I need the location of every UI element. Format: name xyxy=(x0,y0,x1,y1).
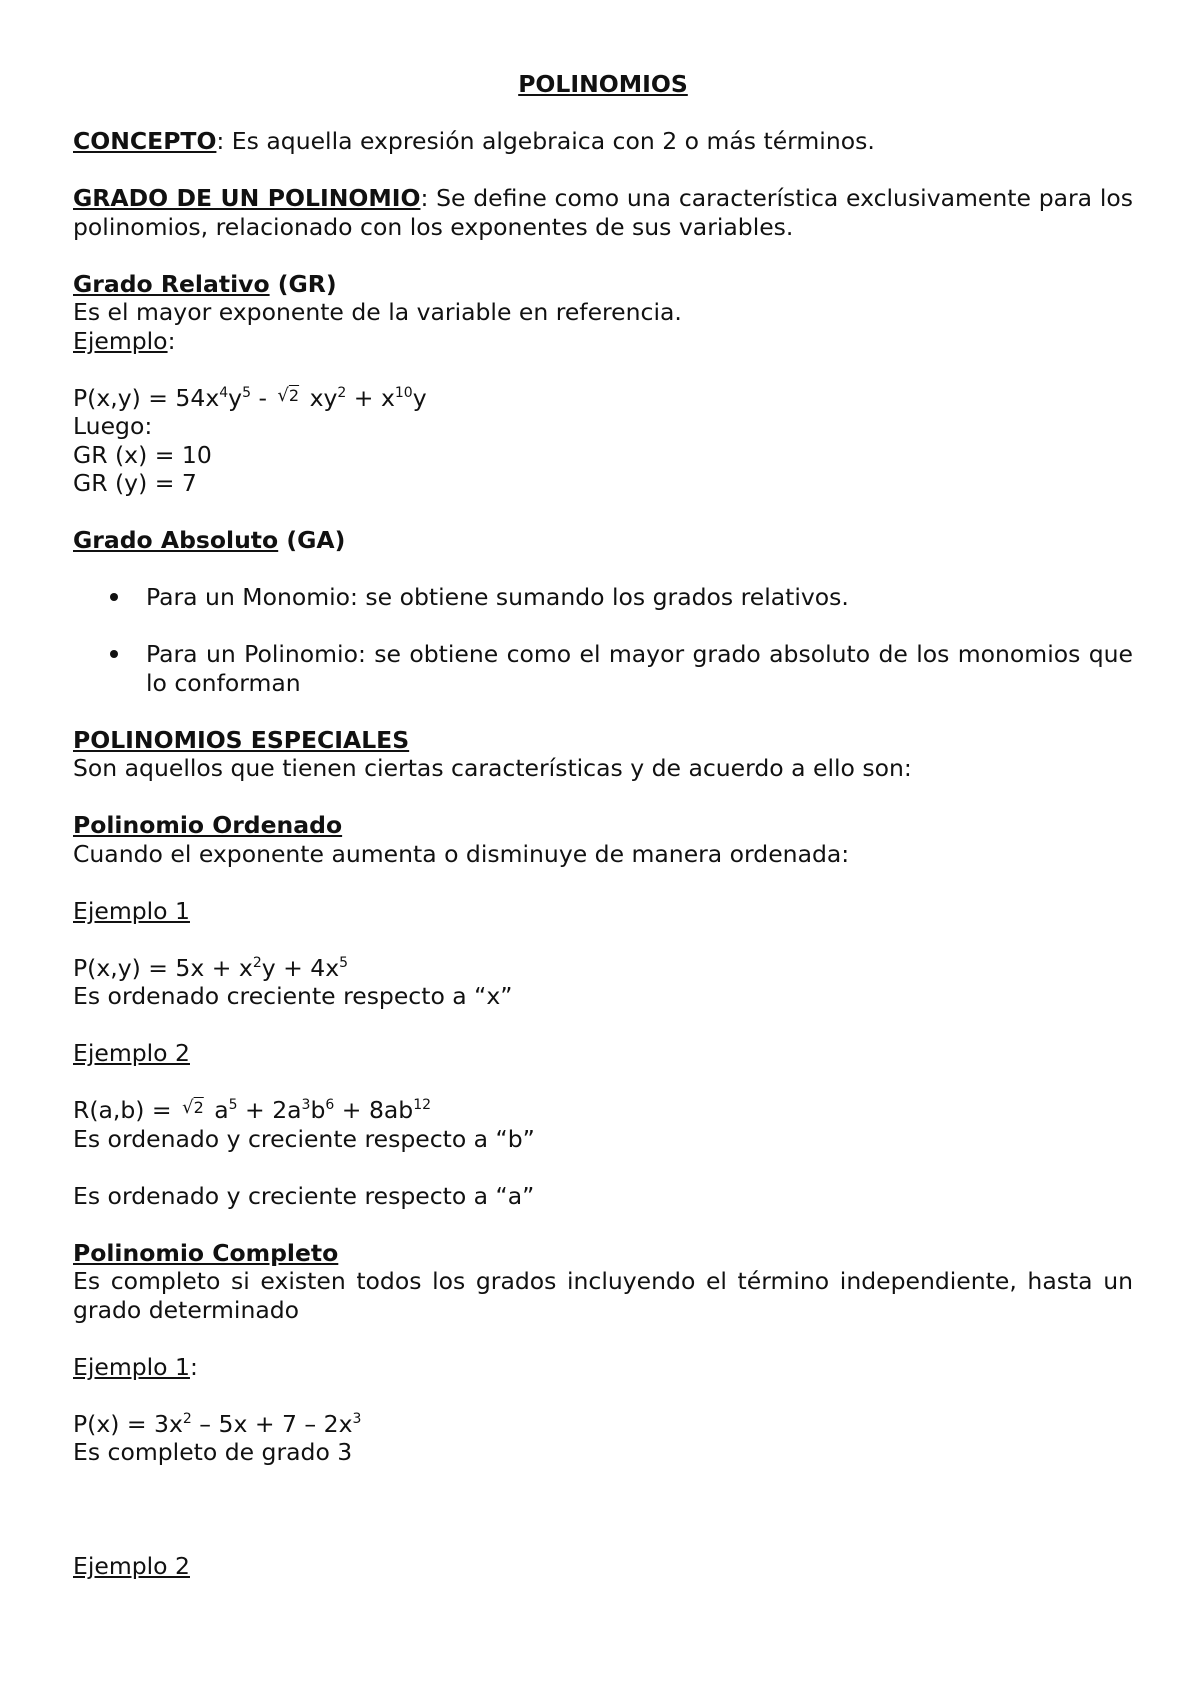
spacer xyxy=(73,555,1133,584)
grado-relativo-title: Grado Relativo xyxy=(73,269,270,298)
formula-part: b xyxy=(310,1096,326,1124)
spacer xyxy=(73,99,1133,128)
completo-ejemplo-2-label: Ejemplo 2 xyxy=(73,1551,190,1580)
spacer xyxy=(73,1153,1133,1182)
spacer xyxy=(73,697,1133,726)
ejemplo-label: Ejemplo 1 xyxy=(73,1352,190,1381)
list-item-text: Para un Polinomio: se obtiene como el mayor grado absoluto de los monomios que lo conforman xyxy=(146,640,1133,697)
formula-part: xy xyxy=(302,383,338,412)
formula-part: y xyxy=(228,383,243,412)
spacer xyxy=(73,1011,1133,1040)
spacer xyxy=(73,241,1133,270)
luego-text: Luego: xyxy=(73,412,153,440)
especiales-heading: POLINOMIOS ESPECIALES xyxy=(73,725,410,754)
bullet-icon xyxy=(110,650,118,658)
grado-text: : Se define como una característica exclusivamente para los polinomios, relacionado con los exponentes de sus variables. xyxy=(73,184,1133,241)
list-item xyxy=(73,583,1133,612)
formula-part: P(x,y) = 54x xyxy=(73,383,220,412)
formula-part: P(x) = 3x xyxy=(73,1409,183,1438)
document-page xyxy=(73,70,1133,1580)
formula-part: + 2a xyxy=(237,1096,302,1124)
radical-sign: √ xyxy=(277,384,289,406)
gr-x: GR (x) = 10 xyxy=(73,440,212,469)
formula-part: R(a,b) = xyxy=(73,1096,180,1124)
formula-exponent: 3 xyxy=(352,1410,362,1427)
formula-completo-1 xyxy=(73,1410,1133,1439)
completo-ejemplo-1-note: Es completo de grado 3 xyxy=(73,1438,353,1466)
formula-exponent: 4 xyxy=(219,384,229,401)
spacer xyxy=(73,925,1133,954)
formula-part: y + 4x xyxy=(261,953,340,982)
radicand: 2 xyxy=(193,1098,204,1117)
spacer xyxy=(73,355,1133,384)
formula-exponent: 5 xyxy=(228,1097,238,1113)
ordenado-ejemplo-1-label: Ejemplo 1 xyxy=(73,896,190,925)
spacer xyxy=(73,1210,1133,1239)
formula-part: – 5x + 7 – 2x xyxy=(191,1409,353,1438)
gr-y: GR (y) = 7 xyxy=(73,469,197,497)
grado-absoluto-list xyxy=(73,583,1133,697)
formula-exponent: 5 xyxy=(339,954,349,971)
spacer xyxy=(73,1381,1133,1410)
ordenado-heading: Polinomio Ordenado xyxy=(73,811,343,839)
formula-exponent: 3 xyxy=(301,1097,311,1113)
spacer xyxy=(73,612,1133,641)
ejemplo-colon: : xyxy=(189,1352,198,1381)
formula-part: y xyxy=(412,383,427,412)
spacer xyxy=(73,1068,1133,1097)
formula-exponent: 5 xyxy=(242,384,251,401)
ordenado-ejemplo-1-note: Es ordenado creciente respecto a “x” xyxy=(73,982,513,1010)
grado-paragraph xyxy=(73,184,1133,241)
formula-part: + 8ab xyxy=(334,1096,414,1124)
formula-exponent: 12 xyxy=(413,1097,432,1113)
spacer xyxy=(73,783,1133,812)
grado-label: GRADO DE UN POLINOMIO xyxy=(73,184,421,212)
formula-part: - xyxy=(251,383,275,412)
sqrt-symbol xyxy=(277,384,300,406)
ejemplo-colon: : xyxy=(167,326,176,355)
list-item xyxy=(73,640,1133,697)
bullet-icon xyxy=(110,593,118,601)
formula-exponent: 10 xyxy=(394,384,413,401)
sqrt-symbol xyxy=(182,1099,204,1117)
ejemplo-label: Ejemplo xyxy=(73,326,168,355)
grado-relativo-abbr: (GR) xyxy=(269,269,337,298)
concepto-label: CONCEPTO xyxy=(73,127,217,155)
formula-exponent: 2 xyxy=(337,384,347,401)
formula-part: + x xyxy=(346,383,395,412)
radical-sign: √ xyxy=(182,1097,194,1118)
formula-ordenado-2 xyxy=(73,1096,1133,1125)
document-title: POLINOMIOS xyxy=(518,70,688,98)
ordenado-ejemplo-2-note-a: Es ordenado y creciente respecto a “a” xyxy=(73,1181,535,1210)
spacer xyxy=(73,1467,1133,1552)
formula-exponent: 6 xyxy=(325,1097,335,1113)
grado-absoluto-heading xyxy=(73,526,1133,555)
concepto-paragraph xyxy=(73,127,1133,156)
ordenado-ejemplo-2-label: Ejemplo 2 xyxy=(73,1039,190,1067)
list-item-text: Para un Monomio: se obtiene sumando los grados relativos. xyxy=(146,583,849,611)
formula-exponent: 2 xyxy=(182,1410,192,1427)
especiales-desc: Son aquellos que tienen ciertas características y de acuerdo a ello son: xyxy=(73,754,912,782)
completo-desc: Es completo si existen todos los grados incluyendo el término independiente, hasta un grado determinado xyxy=(73,1267,1133,1324)
formula-part: P(x,y) = 5x + x xyxy=(73,953,253,982)
formula-part: a xyxy=(206,1096,229,1124)
formula-gr xyxy=(73,384,1133,413)
grado-absoluto-title: Grado Absoluto xyxy=(73,526,279,554)
spacer xyxy=(73,156,1133,185)
ordenado-ejemplo-2-note-b: Es ordenado y creciente respecto a “b” xyxy=(73,1124,535,1153)
spacer xyxy=(73,498,1133,527)
grado-relativo-desc: Es el mayor exponente de la variable en referencia. xyxy=(73,298,682,326)
grado-absoluto-abbr: (GA) xyxy=(278,526,346,554)
grado-relativo-heading xyxy=(73,270,1133,299)
formula-ordenado-1 xyxy=(73,954,1133,983)
ordenado-desc: Cuando el exponente aumenta o disminuye de manera ordenada: xyxy=(73,839,850,868)
completo-ejemplo-1-label xyxy=(73,1353,1133,1382)
spacer xyxy=(73,868,1133,897)
concepto-text: : Es aquella expresión algebraica con 2 o más términos. xyxy=(216,127,875,155)
completo-heading: Polinomio Completo xyxy=(73,1238,339,1267)
spacer xyxy=(73,1324,1133,1353)
grado-relativo-ejemplo xyxy=(73,327,1133,356)
formula-exponent: 2 xyxy=(252,954,262,971)
radicand: 2 xyxy=(288,385,300,405)
